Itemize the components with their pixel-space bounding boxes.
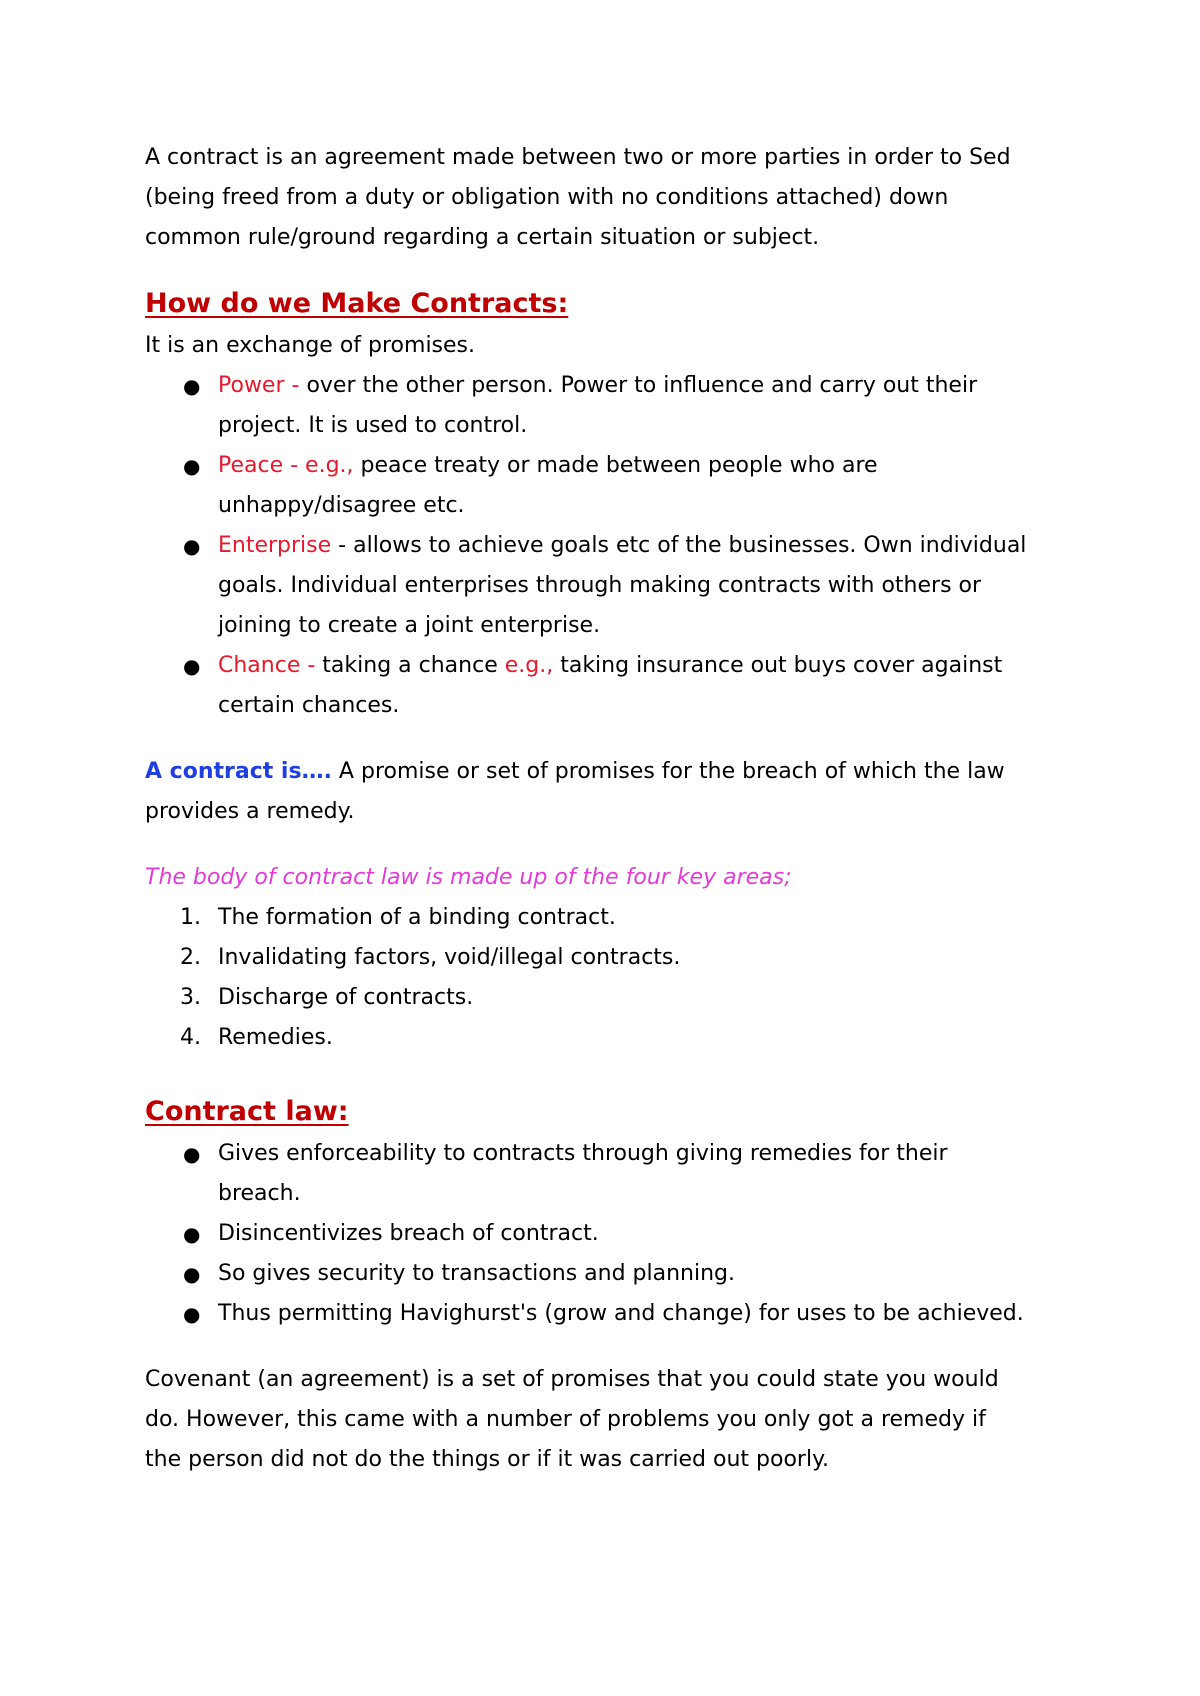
covenant-paragraph xyxy=(145,1360,1085,1480)
bullet-icon: ● xyxy=(183,534,201,558)
section-heading-contract-law: Contract law: xyxy=(145,1096,349,1127)
list-number: 1. xyxy=(180,905,201,930)
item-text: taking a chance xyxy=(322,653,505,678)
key-areas-intro: The body of contract law is made up of the four key areas; xyxy=(145,865,792,890)
item-text: breach. xyxy=(218,1181,301,1206)
item-text: Disincentivizes breach of contract. xyxy=(218,1221,599,1246)
item-text: Discharge of contracts. xyxy=(218,985,474,1010)
list-number: 4. xyxy=(180,1025,201,1050)
list-item xyxy=(145,1018,1085,1058)
list-item xyxy=(145,446,1085,526)
list-item xyxy=(145,1254,1085,1294)
item-text: unhappy/disagree etc. xyxy=(218,493,465,518)
item-text: Remedies. xyxy=(218,1025,333,1050)
intro-line: A contract is an agreement made between two or more parties in order to Sed xyxy=(145,145,1011,170)
bullet-icon: ● xyxy=(183,1222,201,1246)
intro-line: common rule/ground regarding a certain situation or subject. xyxy=(145,225,820,250)
covenant-line: the person did not do the things or if it was carried out poorly. xyxy=(145,1447,829,1472)
definition-label: A contract is…. xyxy=(145,759,332,784)
section-heading-make-contracts: How do we Make Contracts: xyxy=(145,288,569,319)
eg-label: e.g., xyxy=(504,653,554,678)
item-text: taking insurance out buys cover against xyxy=(553,653,1003,678)
term-label: Peace - e.g., xyxy=(218,453,354,478)
list-item xyxy=(145,646,1085,726)
definition-paragraph xyxy=(145,752,1085,832)
contract-purposes-list xyxy=(145,366,1085,726)
key-areas-list xyxy=(145,898,1085,1058)
bullet-icon: ● xyxy=(183,654,201,678)
list-item xyxy=(145,526,1085,646)
item-text: goals. Individual enterprises through making contracts with others or xyxy=(218,573,982,598)
document-page xyxy=(145,138,1085,1480)
item-text: peace treaty or made between people who are xyxy=(353,453,878,478)
covenant-line: do. However, this came with a number of problems you only got a remedy if xyxy=(145,1407,986,1432)
list-item xyxy=(145,938,1085,978)
bullet-icon: ● xyxy=(183,1262,201,1286)
bullet-icon: ● xyxy=(183,1302,201,1326)
item-text: Invalidating factors, void/illegal contracts. xyxy=(218,945,681,970)
item-text: The formation of a binding contract. xyxy=(218,905,616,930)
list-item xyxy=(145,1294,1085,1334)
term-label: Power - xyxy=(218,373,307,398)
item-text: - allows to achieve goals etc of the businesses. Own individual xyxy=(331,533,1027,558)
section-intro: It is an exchange of promises. xyxy=(145,333,476,358)
covenant-line: Covenant (an agreement) is a set of promises that you could state you would xyxy=(145,1367,999,1392)
bullet-icon: ● xyxy=(183,374,201,398)
list-item xyxy=(145,1214,1085,1254)
contract-law-list xyxy=(145,1134,1085,1334)
list-item xyxy=(145,978,1085,1018)
item-text: over the other person. Power to influence and carry out their xyxy=(306,373,978,398)
item-text: Gives enforceability to contracts through giving remedies for their xyxy=(218,1141,948,1166)
list-number: 3. xyxy=(180,985,201,1010)
bullet-icon: ● xyxy=(183,454,201,478)
term-label: Chance - xyxy=(218,653,323,678)
intro-paragraph xyxy=(145,138,1085,258)
definition-text: provides a remedy. xyxy=(145,799,355,824)
bullet-icon: ● xyxy=(183,1142,201,1166)
item-text: joining to create a joint enterprise. xyxy=(218,613,601,638)
list-item xyxy=(145,366,1085,446)
item-text: certain chances. xyxy=(218,693,400,718)
item-text: So gives security to transactions and planning. xyxy=(218,1261,735,1286)
term-label: Enterprise xyxy=(218,533,332,558)
intro-line: (being freed from a duty or obligation with no conditions attached) down xyxy=(145,185,949,210)
item-text: project. It is used to control. xyxy=(218,413,528,438)
list-item xyxy=(145,898,1085,938)
list-number: 2. xyxy=(180,945,201,970)
definition-text: A promise or set of promises for the breach of which the law xyxy=(331,759,1005,784)
item-text: Thus permitting Havighurst's (grow and change) for uses to be achieved. xyxy=(218,1301,1024,1326)
list-item xyxy=(145,1134,1085,1214)
